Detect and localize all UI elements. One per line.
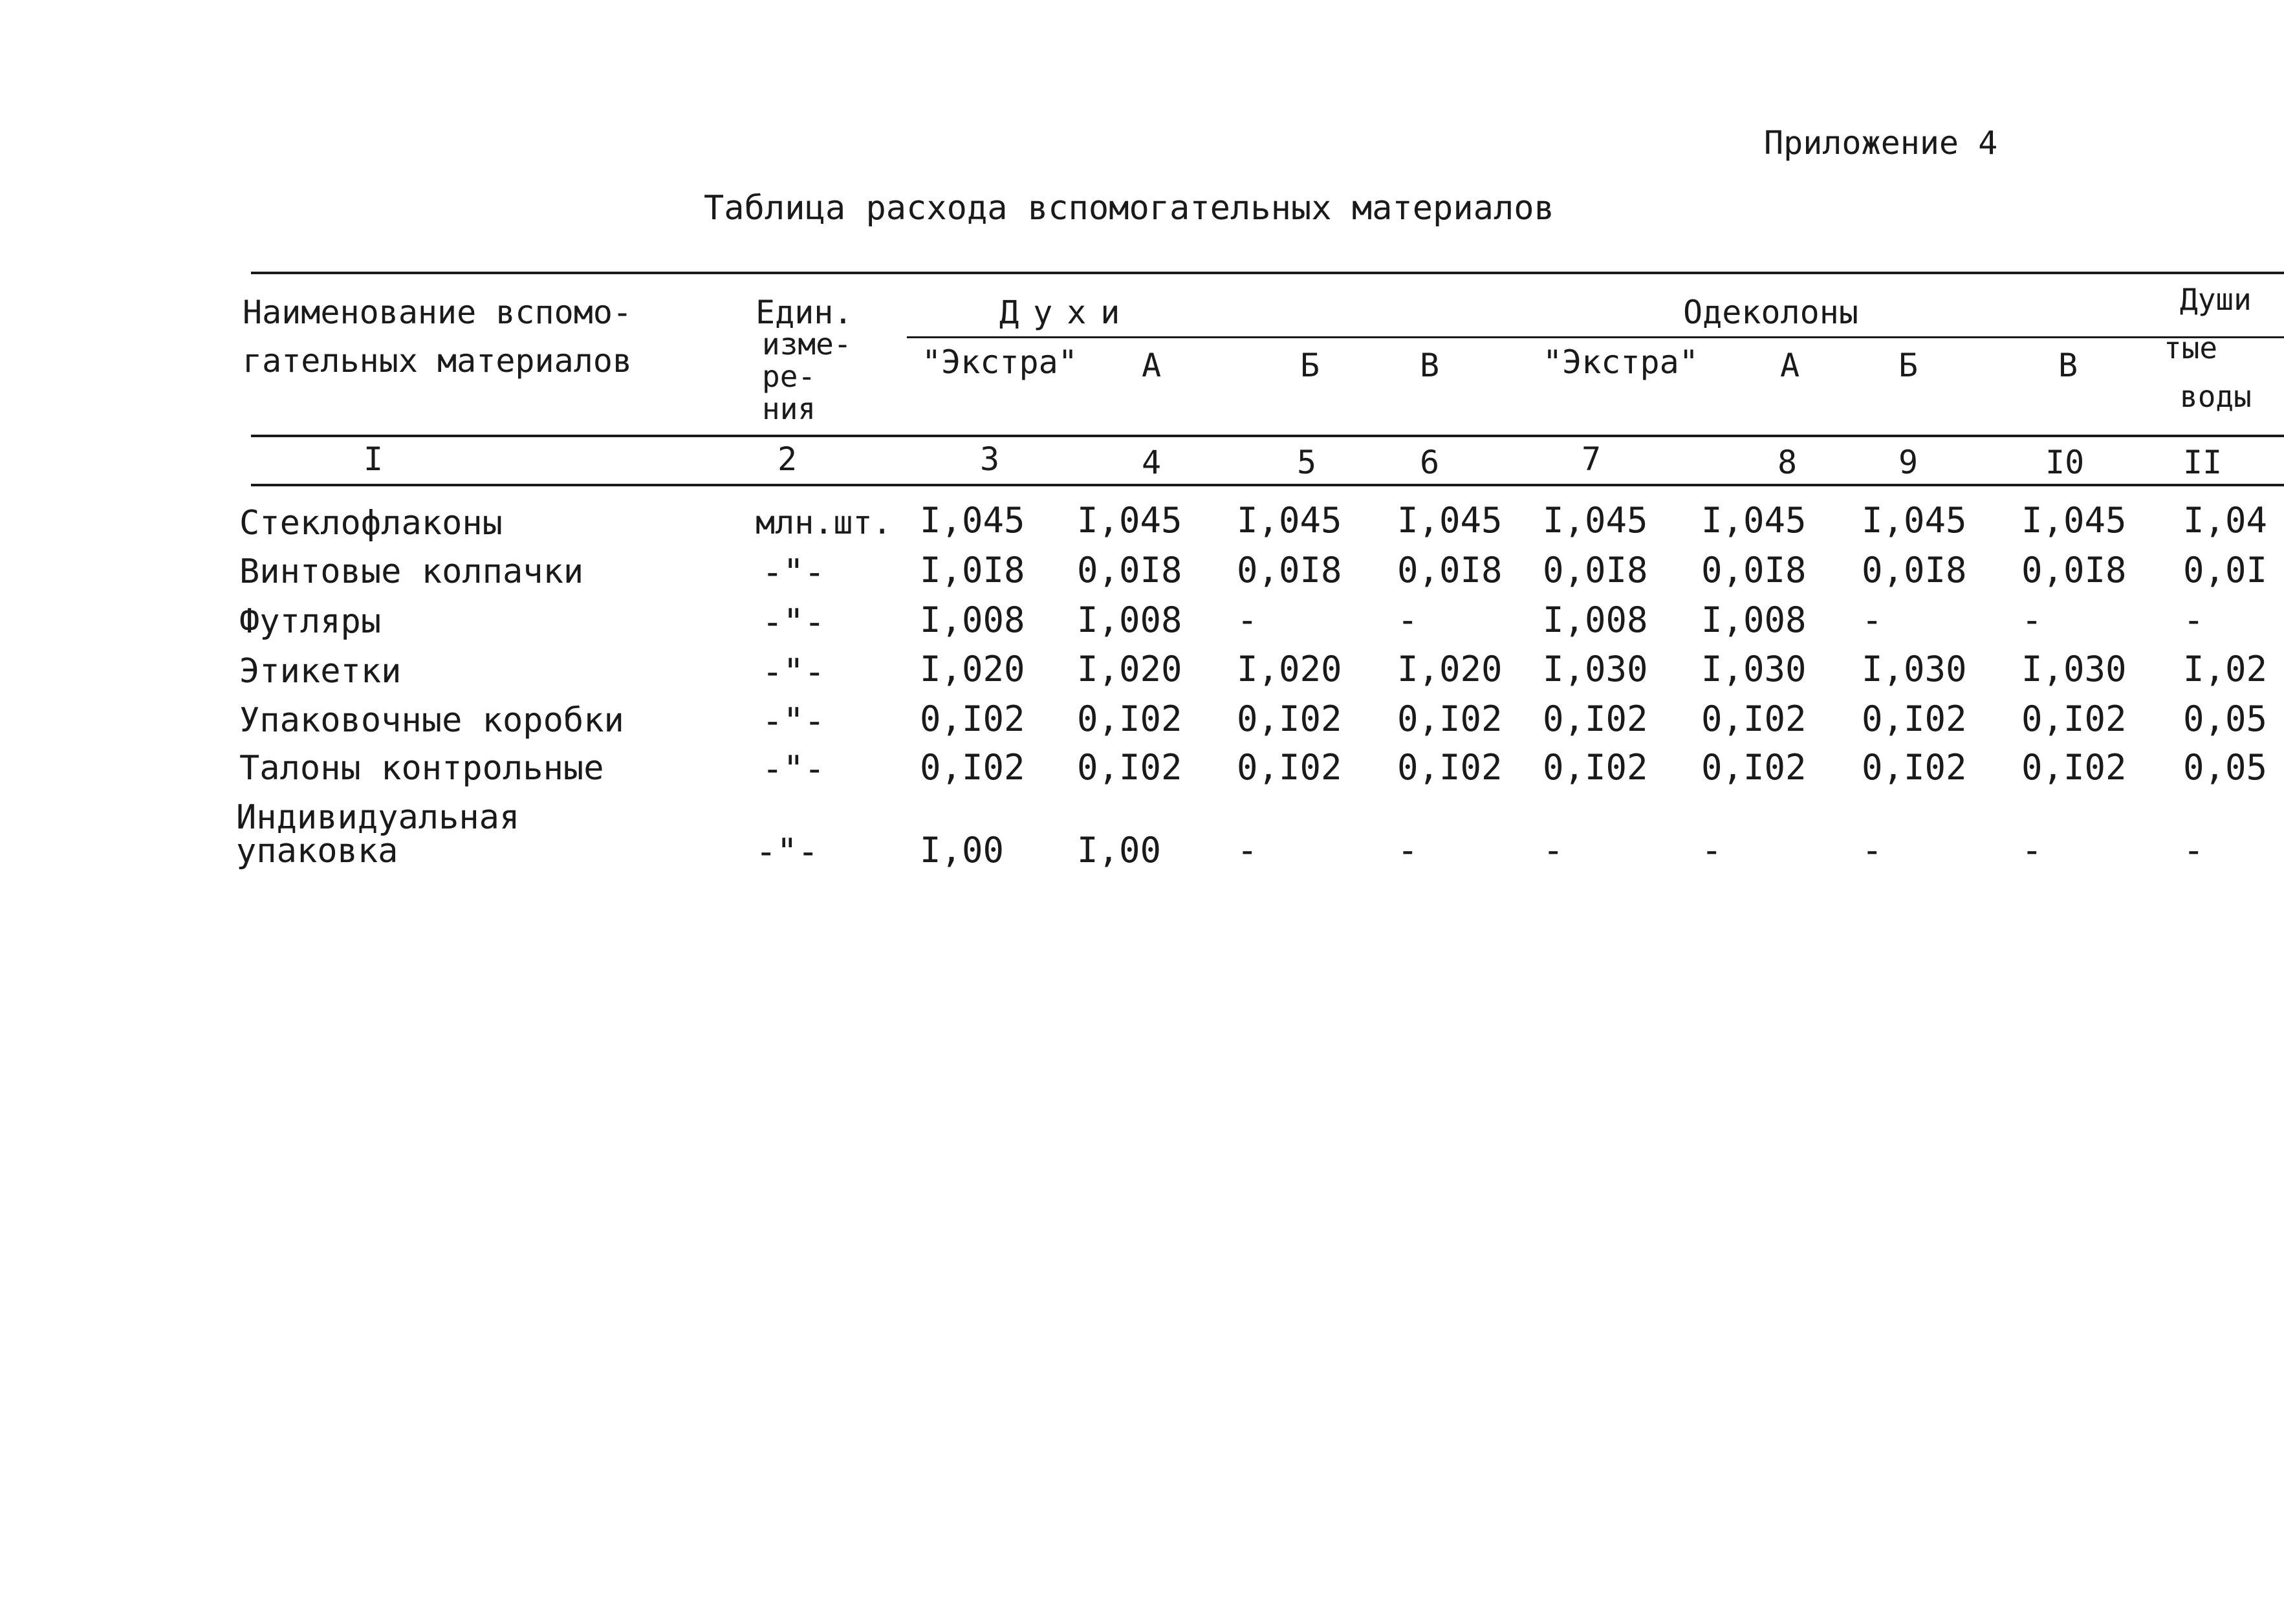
- header-group-water-line2: тые: [2164, 330, 2218, 365]
- appendix-label: Приложение 4: [1764, 124, 1998, 162]
- table-title: Таблица расхода вспомогательных материалов: [704, 189, 1554, 228]
- row-label: Винтовые колпачки: [239, 552, 584, 591]
- table-cell: -: [2183, 600, 2204, 640]
- table-cell: I,00: [1077, 830, 1162, 871]
- table-cell: -: [1543, 830, 1564, 871]
- table-cell: -: [1862, 600, 1883, 640]
- table-cell: I,008: [1077, 600, 1182, 640]
- column-number-9: 9: [1898, 444, 1919, 481]
- column-number-5: 5: [1297, 444, 1317, 481]
- table-cell: I,030: [1862, 649, 1967, 689]
- header-subcol-cologne-v: В: [2058, 347, 2078, 384]
- row-label-line1: Индивидуальная: [236, 798, 520, 837]
- row-unit: млн.шт.: [756, 504, 892, 541]
- row-unit: -"-: [762, 651, 825, 692]
- table-cell: I,0I8: [920, 550, 1025, 590]
- table-cell: I,045: [1237, 500, 1342, 541]
- table-cell: 0,I02: [1862, 698, 1967, 739]
- header-subcol-cologne-b: Б: [1898, 347, 1919, 384]
- table-cell: -: [2021, 600, 2043, 640]
- table-cell: 0,I02: [1237, 698, 1342, 739]
- row-unit: -"-: [756, 831, 819, 872]
- table-cell: I,04: [2183, 500, 2268, 541]
- table-cell: I,02: [2183, 649, 2268, 689]
- table-cell: 0,0I8: [1237, 550, 1342, 590]
- row-label: Талоны контрольные: [239, 749, 604, 788]
- table-cell: -: [1237, 830, 1258, 871]
- table-cell: 0,0I8: [1397, 550, 1503, 590]
- row-label: Упаковочные коробки: [239, 701, 624, 740]
- row-unit: -"-: [762, 700, 825, 741]
- table-cell: 0,I02: [1701, 747, 1807, 788]
- table-cell: I,020: [1077, 649, 1182, 689]
- table-cell: 0,I02: [1701, 698, 1807, 739]
- table-cell: 0,I02: [1237, 747, 1342, 788]
- table-cell: 0,I02: [1077, 747, 1182, 788]
- table-cell: I,008: [1701, 600, 1807, 640]
- table-cell: I,030: [2021, 649, 2127, 689]
- table-cell: 0,0I8: [1862, 550, 1967, 590]
- table-cell: 0,0I8: [2021, 550, 2127, 590]
- table-cell: I,045: [1077, 500, 1182, 541]
- table-cell: I,045: [1701, 500, 1807, 541]
- table-cell: I,045: [2021, 500, 2127, 541]
- table-cell: 0,I02: [1543, 698, 1648, 739]
- row-label: Этикетки: [239, 652, 402, 691]
- table-cell: 0,I02: [1397, 747, 1503, 788]
- header-group-perfume: Духи: [999, 294, 1135, 331]
- header-subcol-cologne-extra: "Экстра": [1543, 343, 1699, 381]
- group-rule: [907, 336, 2284, 338]
- column-number-8: 8: [1778, 444, 1798, 481]
- table-cell: 0,I02: [1077, 698, 1182, 739]
- column-number-1: I: [364, 440, 384, 478]
- row-label: Футляры: [239, 602, 382, 641]
- table-cell: 0,0I8: [1701, 550, 1807, 590]
- top-rule: [251, 272, 2284, 274]
- header-unit-line1: Един.: [756, 294, 853, 331]
- row-label-line2: упаковка: [236, 832, 398, 871]
- header-unit-line4: ния: [762, 391, 816, 426]
- table-cell: I,020: [1397, 649, 1503, 689]
- column-number-rule: [251, 484, 2284, 486]
- table-cell: 0,I02: [1543, 747, 1648, 788]
- table-cell: 0,05: [2183, 698, 2268, 739]
- header-subcol-perfume-v: В: [1420, 347, 1440, 384]
- table-cell: I,045: [1543, 500, 1648, 541]
- column-number-11: II: [2183, 444, 2223, 481]
- table-cell: 0,I02: [2021, 747, 2127, 788]
- header-unit-line2: изме-: [762, 327, 852, 362]
- header-subcol-cologne-a: А: [1780, 347, 1800, 384]
- header-subcol-perfume-b: Б: [1300, 347, 1320, 384]
- table-cell: -: [2183, 830, 2204, 871]
- table-cell: I,045: [1862, 500, 1967, 541]
- table-cell: 0,I02: [920, 698, 1025, 739]
- table-cell: -: [1397, 830, 1419, 871]
- header-subcol-perfume-extra: "Экстра": [922, 343, 1078, 381]
- table-cell: I,045: [1397, 500, 1503, 541]
- table-cell: 0,I02: [2021, 698, 2127, 739]
- column-number-6: 6: [1420, 444, 1440, 481]
- table-cell: I,008: [920, 600, 1025, 640]
- header-group-water-line3: воды: [2180, 379, 2252, 414]
- table-cell: -: [1237, 600, 1258, 640]
- table-cell: I,00: [920, 830, 1005, 871]
- table-cell: 0,I02: [1397, 698, 1503, 739]
- row-unit: -"-: [762, 552, 825, 592]
- table-cell: 0,I02: [1862, 747, 1967, 788]
- table-cell: 0,05: [2183, 747, 2268, 788]
- row-unit: -"-: [762, 748, 825, 789]
- column-number-7: 7: [1582, 440, 1602, 478]
- column-number-4: 4: [1142, 444, 1162, 481]
- column-number-10: I0: [2045, 444, 2085, 481]
- table-cell: 0,0I: [2183, 550, 2268, 590]
- column-number-2: 2: [778, 440, 798, 478]
- column-number-3: 3: [980, 440, 1000, 478]
- header-group-cologne: Одеколоны: [1683, 294, 1858, 331]
- header-subcol-perfume-a: А: [1142, 347, 1162, 384]
- row-label: Стеклофлаконы: [239, 504, 503, 543]
- header-unit-line3: ре-: [762, 359, 816, 394]
- header-group-water-line1: Души: [2180, 282, 2252, 317]
- table-cell: -: [2021, 830, 2043, 871]
- table-cell: I,030: [1543, 649, 1648, 689]
- table-cell: I,020: [920, 649, 1025, 689]
- table-cell: 0,I02: [920, 747, 1025, 788]
- table-cell: I,008: [1543, 600, 1648, 640]
- table-cell: I,020: [1237, 649, 1342, 689]
- table-cell: -: [1701, 830, 1723, 871]
- table-cell: I,045: [920, 500, 1025, 541]
- table-cell: 0,0I8: [1077, 550, 1182, 590]
- table-cell: -: [1397, 600, 1419, 640]
- table-cell: -: [1862, 830, 1883, 871]
- table-cell: 0,0I8: [1543, 550, 1648, 590]
- header-bottom-rule: [251, 435, 2284, 437]
- table-cell: I,030: [1701, 649, 1807, 689]
- header-name-line2: гательных материалов: [243, 342, 633, 380]
- row-unit: -"-: [762, 601, 825, 642]
- header-name-line1: Наименование вспомо-: [243, 294, 633, 331]
